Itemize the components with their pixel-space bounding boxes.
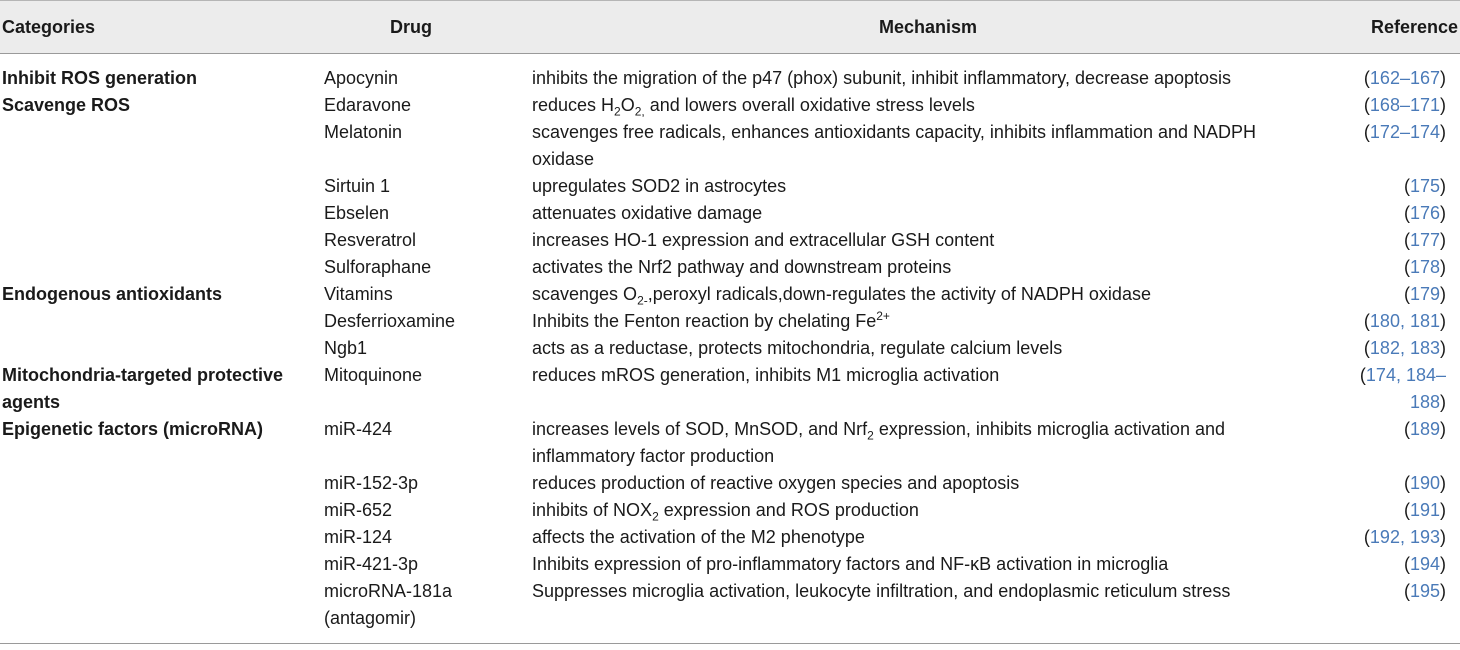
reference-cell xyxy=(1332,92,1460,119)
reference-link[interactable]: 191 xyxy=(1409,500,1440,520)
category-cell xyxy=(0,227,324,254)
reference-cell xyxy=(1332,551,1460,578)
reference-open-paren: ( xyxy=(1403,230,1410,250)
header-row xyxy=(0,1,1460,54)
reference-cell xyxy=(1332,227,1460,254)
reference-open-paren: ( xyxy=(1363,311,1370,331)
reference-cell xyxy=(1332,362,1460,416)
reference-close-paren: ) xyxy=(1440,554,1446,574)
mechanism-cell xyxy=(532,173,1332,200)
table-row xyxy=(0,173,1460,200)
reference-close-paren: ) xyxy=(1440,527,1446,547)
mechanism-text: increases levels of SOD, MnSOD, and Nrf xyxy=(532,419,868,439)
table-row xyxy=(0,119,1460,173)
reference-cell xyxy=(1332,497,1460,524)
drug-cell: miR-421-3p xyxy=(324,554,419,574)
drug-cell: microRNA-181a (antagomir) xyxy=(324,581,453,628)
table-body xyxy=(0,54,1460,644)
reference-cell xyxy=(1332,173,1460,200)
drug-cell: Resveratrol xyxy=(324,230,417,250)
mechanism-cell xyxy=(532,308,1332,335)
drug-cell: miR-152-3p xyxy=(324,473,419,493)
subscript-text: 2 xyxy=(614,104,621,119)
reference-link[interactable]: 168–171 xyxy=(1369,95,1440,115)
reference-cell xyxy=(1332,119,1460,173)
category-cell xyxy=(0,335,324,362)
reference-close-paren: ) xyxy=(1440,95,1446,115)
reference-open-paren: ( xyxy=(1403,500,1410,520)
header-drug: Drug xyxy=(324,1,532,54)
reference-link[interactable]: 195 xyxy=(1409,581,1440,601)
reference-close-paren: ) xyxy=(1440,419,1446,439)
mechanism-text: acts as a reductase, protects mitochondria, regulate calcium levels xyxy=(532,338,1063,358)
reference-link[interactable]: 177 xyxy=(1409,230,1440,250)
reference-link[interactable]: 178 xyxy=(1409,257,1440,277)
reference-open-paren: ( xyxy=(1403,176,1410,196)
mechanism-cell xyxy=(532,119,1332,173)
reference-cell xyxy=(1332,54,1460,93)
reference-close-paren: ) xyxy=(1440,473,1446,493)
reference-open-paren: ( xyxy=(1363,527,1370,547)
reference-close-paren: ) xyxy=(1440,500,1446,520)
reference-open-paren: ( xyxy=(1403,203,1410,223)
mechanism-text: inhibits the migration of the p47 (phox) subunit, inhibit inflammatory, decrease apoptosis xyxy=(532,68,1232,88)
reference-close-paren: ) xyxy=(1440,257,1446,277)
reference-close-paren: ) xyxy=(1440,230,1446,250)
table-header xyxy=(0,1,1460,54)
table-row xyxy=(0,227,1460,254)
drug-cell: Apocynin xyxy=(324,68,399,88)
mechanism-cell xyxy=(532,281,1332,308)
reference-close-paren: ) xyxy=(1440,311,1446,331)
table-row xyxy=(0,362,1460,416)
reference-open-paren: ( xyxy=(1363,68,1370,88)
mechanism-cell xyxy=(532,470,1332,497)
mechanism-text: Suppresses microglia activation, leukocyte infiltration, and endoplasmic reticulum stress xyxy=(532,581,1231,601)
reference-link[interactable]: 189 xyxy=(1409,419,1440,439)
table-row xyxy=(0,497,1460,524)
category-cell xyxy=(0,551,324,578)
reference-close-paren: ) xyxy=(1440,122,1446,142)
reference-link[interactable]: 179 xyxy=(1409,284,1440,304)
mechanism-text: ,peroxyl radicals,down-regulates the activity of NADPH oxidase xyxy=(647,284,1151,304)
reference-cell xyxy=(1332,524,1460,551)
reference-cell xyxy=(1332,200,1460,227)
table-row xyxy=(0,254,1460,281)
table-row xyxy=(0,416,1460,470)
mechanism-text: reduces production of reactive oxygen species and apoptosis xyxy=(532,473,1020,493)
drug-cell: Vitamins xyxy=(324,284,393,304)
mechanism-cell xyxy=(532,54,1332,93)
header-reference: Reference xyxy=(1332,1,1460,54)
mechanism-text: and lowers overall oxidative stress levels xyxy=(644,95,975,115)
reference-cell xyxy=(1332,470,1460,497)
table-row xyxy=(0,524,1460,551)
reference-open-paren: ( xyxy=(1403,554,1410,574)
mechanism-cell xyxy=(532,227,1332,254)
reference-open-paren: ( xyxy=(1403,257,1410,277)
subscript-text: 2, xyxy=(634,104,645,119)
mechanism-cell xyxy=(532,497,1332,524)
drug-cell: Edaravone xyxy=(324,95,412,115)
mechanism-text: affects the activation of the M2 phenotype xyxy=(532,527,865,547)
reference-cell xyxy=(1332,281,1460,308)
reference-cell xyxy=(1332,308,1460,335)
header-mechanism: Mechanism xyxy=(532,1,1332,54)
reference-open-paren: ( xyxy=(1359,365,1366,385)
reference-open-paren: ( xyxy=(1363,95,1370,115)
reference-cell xyxy=(1332,416,1460,470)
reference-close-paren: ) xyxy=(1440,581,1446,601)
drug-cell: Sirtuin 1 xyxy=(324,176,391,196)
table-row xyxy=(0,281,1460,308)
mechanism-text: O xyxy=(620,95,635,115)
reference-link[interactable]: 180, 181 xyxy=(1369,311,1440,331)
reference-link[interactable]: 172–174 xyxy=(1369,122,1440,142)
category-cell xyxy=(0,200,324,227)
reference-open-paren: ( xyxy=(1403,284,1410,304)
reference-link[interactable]: 175 xyxy=(1409,176,1440,196)
subscript-text: 2- xyxy=(637,293,648,308)
mechanism-cell xyxy=(532,416,1332,470)
reference-link[interactable]: 192, 193 xyxy=(1369,527,1440,547)
category-cell: Endogenous antioxidants xyxy=(2,284,223,304)
drug-cell: Desferrioxamine xyxy=(324,311,456,331)
drug-cell: Ebselen xyxy=(324,203,390,223)
reference-close-paren: ) xyxy=(1440,203,1446,223)
category-cell xyxy=(0,173,324,200)
reference-open-paren: ( xyxy=(1363,122,1370,142)
category-cell: Epigenetic factors (microRNA) xyxy=(2,419,264,439)
mechanism-text: scavenges O xyxy=(532,284,638,304)
reference-close-paren: ) xyxy=(1440,68,1446,88)
reference-close-paren: ) xyxy=(1440,176,1446,196)
mechanism-cell xyxy=(532,524,1332,551)
reference-open-paren: ( xyxy=(1403,473,1410,493)
drug-cell: miR-652 xyxy=(324,500,393,520)
mechanism-text: increases HO-1 expression and extracellular GSH content xyxy=(532,230,995,250)
mechanism-text: attenuates oxidative damage xyxy=(532,203,763,223)
mechanism-text: inhibits of NOX xyxy=(532,500,653,520)
mechanism-text: Inhibits the Fenton reaction by chelating Fe xyxy=(532,311,877,331)
reference-link[interactable]: 174, 184– 188 xyxy=(1365,365,1446,412)
mechanism-text: reduces mROS generation, inhibits M1 microglia activation xyxy=(532,365,1000,385)
reference-close-paren: ) xyxy=(1440,338,1446,358)
reference-link[interactable]: 182, 183 xyxy=(1369,338,1440,358)
drug-cell: Ngb1 xyxy=(324,338,368,358)
reference-link[interactable]: 190 xyxy=(1409,473,1440,493)
mechanism-cell xyxy=(532,335,1332,362)
drug-cell: Sulforaphane xyxy=(324,257,432,277)
category-cell xyxy=(0,578,324,643)
category-cell: Scavenge ROS xyxy=(2,95,131,115)
reference-open-paren: ( xyxy=(1363,338,1370,358)
reference-open-paren: ( xyxy=(1403,581,1410,601)
superscript-text: 2+ xyxy=(876,309,890,323)
mechanism-text: reduces H xyxy=(532,95,615,115)
category-cell xyxy=(0,470,324,497)
reference-cell xyxy=(1332,578,1460,643)
drug-cell: miR-424 xyxy=(324,419,393,439)
category-cell xyxy=(0,524,324,551)
mechanism-cell xyxy=(532,362,1332,416)
category-cell xyxy=(0,254,324,281)
subscript-text: 2 xyxy=(867,428,874,443)
mechanism-text: upregulates SOD2 in astrocytes xyxy=(532,176,787,196)
reference-link[interactable]: 194 xyxy=(1409,554,1440,574)
mechanism-text: expression, inhibits microglia activation and inflammatory factor production xyxy=(532,419,1225,466)
mechanism-cell xyxy=(532,551,1332,578)
drug-cell: Mitoquinone xyxy=(324,365,423,385)
table-row xyxy=(0,200,1460,227)
category-cell xyxy=(0,119,324,173)
reference-close-paren: ) xyxy=(1440,392,1446,412)
mechanism-text: expression and ROS production xyxy=(658,500,919,520)
mechanism-text: activates the Nrf2 pathway and downstream proteins xyxy=(532,257,952,277)
category-cell: Mitochondria-targeted protective agents xyxy=(2,365,284,412)
category-cell: Inhibit ROS generation xyxy=(2,68,198,88)
drug-cell: Melatonin xyxy=(324,122,403,142)
subscript-text: 2 xyxy=(652,509,659,524)
reference-link[interactable]: 162–167 xyxy=(1369,68,1440,88)
mechanism-cell xyxy=(532,92,1332,119)
table-row xyxy=(0,551,1460,578)
mechanism-cell xyxy=(532,200,1332,227)
table-row xyxy=(0,54,1460,93)
drug-cell: miR-124 xyxy=(324,527,393,547)
reference-open-paren: ( xyxy=(1403,419,1410,439)
mechanism-text: Inhibits expression of pro-inflammatory factors and NF-κB activation in microglia xyxy=(532,554,1169,574)
mechanism-cell xyxy=(532,578,1332,643)
category-cell xyxy=(0,308,324,335)
reference-cell xyxy=(1332,335,1460,362)
reference-link[interactable]: 176 xyxy=(1409,203,1440,223)
table-row xyxy=(0,308,1460,335)
table-row xyxy=(0,335,1460,362)
table-row xyxy=(0,92,1460,119)
category-cell xyxy=(0,497,324,524)
mechanism-text: scavenges free radicals, enhances antioxidants capacity, inhibits inflammation and NADPH oxidase xyxy=(532,122,1257,169)
reference-cell xyxy=(1332,254,1460,281)
table-row xyxy=(0,578,1460,643)
reference-close-paren: ) xyxy=(1440,284,1446,304)
header-categories: Categories xyxy=(0,1,324,54)
mechanism-cell xyxy=(532,254,1332,281)
table-bottom-rule xyxy=(0,643,1460,644)
table-row xyxy=(0,470,1460,497)
